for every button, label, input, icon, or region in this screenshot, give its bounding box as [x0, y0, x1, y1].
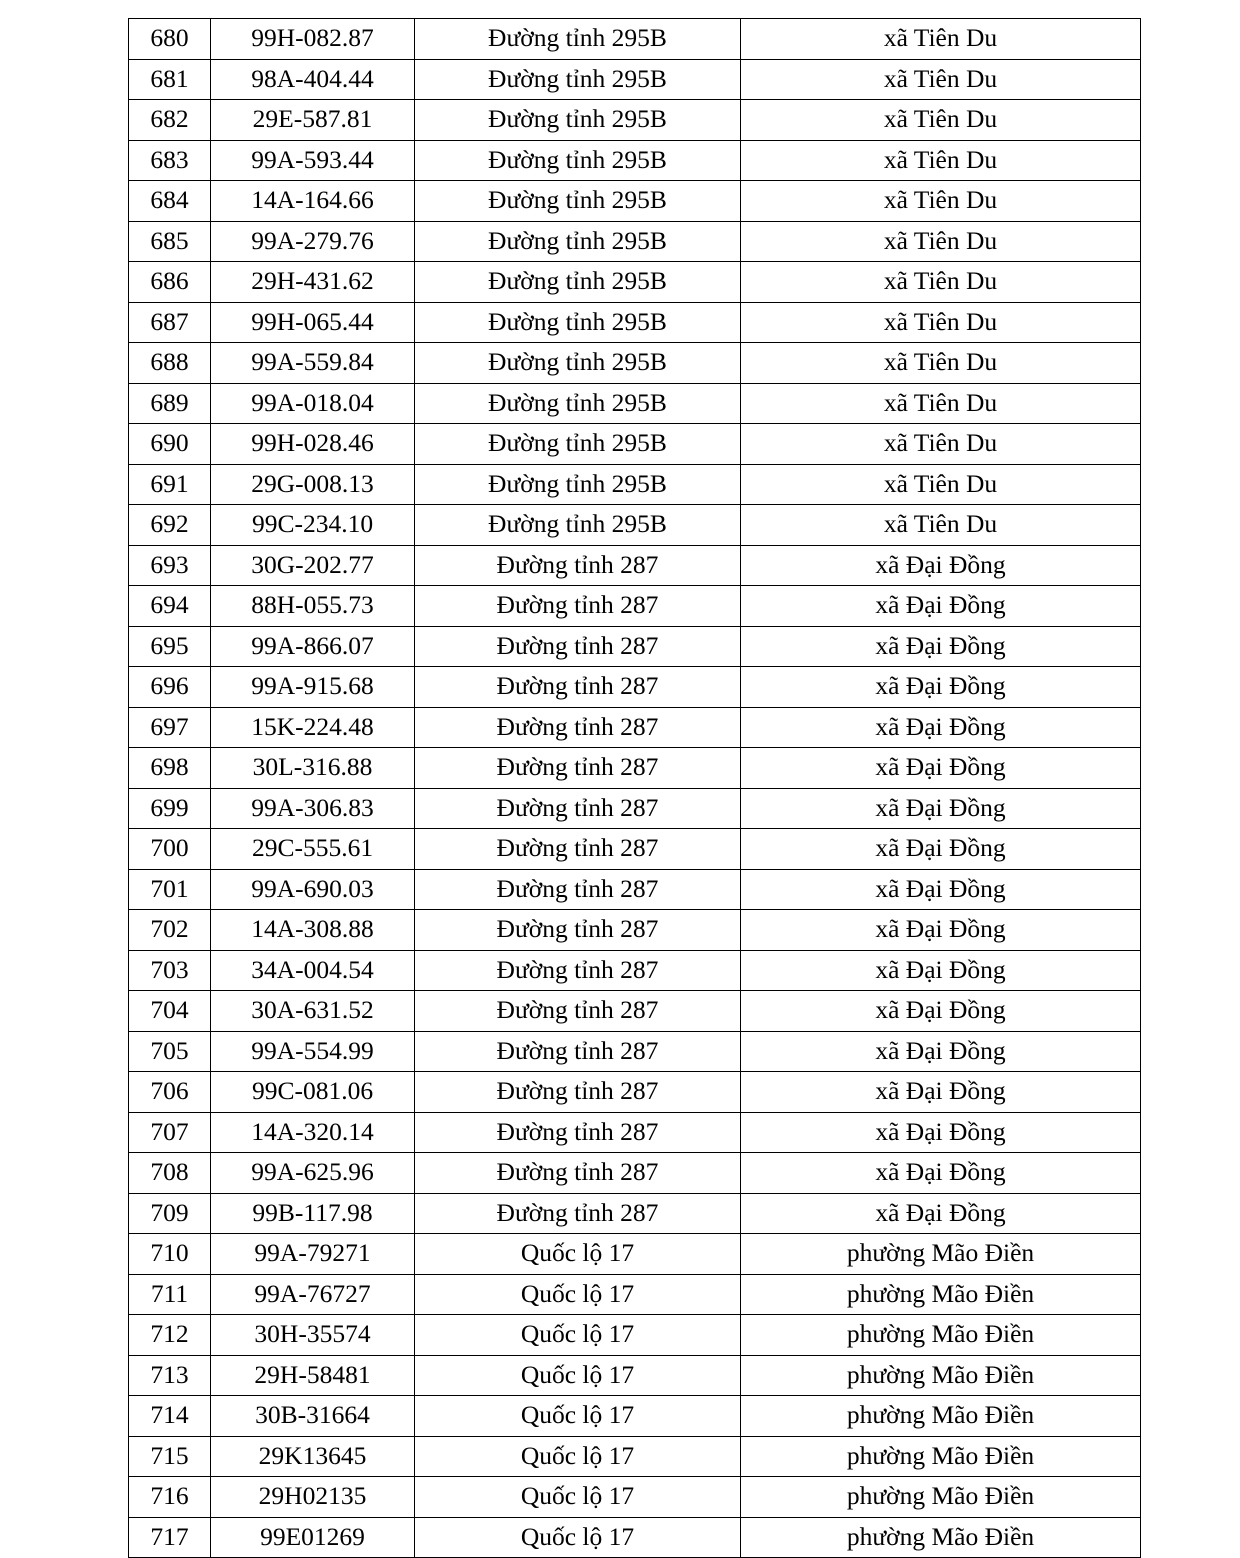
table-row	[129, 59, 1141, 100]
cell-plate: 29K13645	[211, 1436, 415, 1477]
cell-stt: 708	[129, 1153, 211, 1194]
table-row	[129, 991, 1141, 1032]
table-row	[129, 626, 1141, 667]
cell-road: Đường tỉnh 287	[415, 707, 741, 748]
cell-ward: xã Đại Đồng	[741, 1153, 1141, 1194]
cell-plate: 99A-593.44	[211, 140, 415, 181]
cell-ward: xã Tiên Du	[741, 464, 1141, 505]
cell-ward: xã Tiên Du	[741, 343, 1141, 384]
cell-road: Quốc lộ 17	[415, 1396, 741, 1437]
table-row	[129, 1153, 1141, 1194]
cell-stt: 687	[129, 302, 211, 343]
cell-road: Đường tỉnh 295B	[415, 140, 741, 181]
table-row	[129, 748, 1141, 789]
cell-road: Đường tỉnh 287	[415, 626, 741, 667]
cell-stt: 688	[129, 343, 211, 384]
cell-ward: xã Đại Đồng	[741, 991, 1141, 1032]
cell-stt: 685	[129, 221, 211, 262]
cell-plate: 99A-76727	[211, 1274, 415, 1315]
cell-plate: 14A-308.88	[211, 910, 415, 951]
cell-stt: 704	[129, 991, 211, 1032]
cell-ward: phường Mão Điền	[741, 1234, 1141, 1275]
table-row	[129, 1031, 1141, 1072]
cell-road: Đường tỉnh 287	[415, 910, 741, 951]
cell-plate: 29C-555.61	[211, 829, 415, 870]
cell-road: Quốc lộ 17	[415, 1477, 741, 1518]
cell-plate: 14A-320.14	[211, 1112, 415, 1153]
cell-ward: xã Đại Đồng	[741, 1031, 1141, 1072]
cell-road: Quốc lộ 17	[415, 1315, 741, 1356]
cell-plate: 29H02135	[211, 1477, 415, 1518]
cell-ward: xã Tiên Du	[741, 19, 1141, 60]
table-row	[129, 586, 1141, 627]
table-row	[129, 1517, 1141, 1558]
table-row	[129, 383, 1141, 424]
cell-stt: 712	[129, 1315, 211, 1356]
cell-plate: 99A-915.68	[211, 667, 415, 708]
cell-stt: 682	[129, 100, 211, 141]
table-body	[129, 19, 1141, 1558]
cell-ward: xã Tiên Du	[741, 424, 1141, 465]
cell-stt: 692	[129, 505, 211, 546]
cell-ward: phường Mão Điền	[741, 1274, 1141, 1315]
cell-plate: 99A-866.07	[211, 626, 415, 667]
cell-road: Đường tỉnh 295B	[415, 59, 741, 100]
cell-ward: phường Mão Điền	[741, 1396, 1141, 1437]
cell-road: Đường tỉnh 295B	[415, 19, 741, 60]
table-row	[129, 1315, 1141, 1356]
cell-ward: phường Mão Điền	[741, 1315, 1141, 1356]
cell-plate: 29E-587.81	[211, 100, 415, 141]
table-row	[129, 1193, 1141, 1234]
table-row	[129, 1234, 1141, 1275]
cell-plate: 99A-554.99	[211, 1031, 415, 1072]
cell-road: Đường tỉnh 295B	[415, 100, 741, 141]
cell-plate: 29H-431.62	[211, 262, 415, 303]
cell-plate: 99A-625.96	[211, 1153, 415, 1194]
table-row	[129, 181, 1141, 222]
cell-ward: xã Đại Đồng	[741, 950, 1141, 991]
table-row	[129, 343, 1141, 384]
cell-stt: 681	[129, 59, 211, 100]
cell-stt: 709	[129, 1193, 211, 1234]
cell-stt: 690	[129, 424, 211, 465]
cell-ward: xã Tiên Du	[741, 505, 1141, 546]
cell-stt: 683	[129, 140, 211, 181]
table-row	[129, 829, 1141, 870]
cell-ward: phường Mão Điền	[741, 1436, 1141, 1477]
cell-ward: xã Đại Đồng	[741, 869, 1141, 910]
cell-stt: 697	[129, 707, 211, 748]
cell-plate: 99B-117.98	[211, 1193, 415, 1234]
table-row	[129, 667, 1141, 708]
cell-road: Đường tỉnh 287	[415, 545, 741, 586]
cell-plate: 99C-081.06	[211, 1072, 415, 1113]
cell-plate: 99A-018.04	[211, 383, 415, 424]
cell-road: Đường tỉnh 295B	[415, 343, 741, 384]
cell-road: Đường tỉnh 295B	[415, 424, 741, 465]
cell-ward: xã Tiên Du	[741, 100, 1141, 141]
cell-ward: xã Đại Đồng	[741, 1072, 1141, 1113]
cell-ward: xã Đại Đồng	[741, 748, 1141, 789]
cell-stt: 696	[129, 667, 211, 708]
cell-ward: xã Đại Đồng	[741, 910, 1141, 951]
cell-plate: 29H-58481	[211, 1355, 415, 1396]
table-row	[129, 1112, 1141, 1153]
table-row	[129, 869, 1141, 910]
table-row	[129, 302, 1141, 343]
cell-road: Quốc lộ 17	[415, 1274, 741, 1315]
table-row	[129, 1477, 1141, 1518]
cell-ward: phường Mão Điền	[741, 1477, 1141, 1518]
cell-plate: 30L-316.88	[211, 748, 415, 789]
cell-ward: xã Tiên Du	[741, 262, 1141, 303]
cell-road: Đường tỉnh 295B	[415, 302, 741, 343]
table-row	[129, 950, 1141, 991]
table-row	[129, 1274, 1141, 1315]
cell-stt: 706	[129, 1072, 211, 1113]
cell-road: Đường tỉnh 287	[415, 788, 741, 829]
cell-stt: 693	[129, 545, 211, 586]
table-row	[129, 262, 1141, 303]
cell-stt: 695	[129, 626, 211, 667]
cell-stt: 705	[129, 1031, 211, 1072]
cell-plate: 30A-631.52	[211, 991, 415, 1032]
cell-road: Đường tỉnh 287	[415, 991, 741, 1032]
cell-stt: 689	[129, 383, 211, 424]
cell-plate: 99A-306.83	[211, 788, 415, 829]
cell-stt: 710	[129, 1234, 211, 1275]
cell-ward: xã Tiên Du	[741, 59, 1141, 100]
cell-plate: 30H-35574	[211, 1315, 415, 1356]
table-row	[129, 545, 1141, 586]
cell-plate: 98A-404.44	[211, 59, 415, 100]
cell-road: Đường tỉnh 287	[415, 586, 741, 627]
cell-ward: xã Đại Đồng	[741, 829, 1141, 870]
cell-road: Đường tỉnh 295B	[415, 262, 741, 303]
cell-stt: 694	[129, 586, 211, 627]
cell-stt: 714	[129, 1396, 211, 1437]
cell-stt: 684	[129, 181, 211, 222]
cell-stt: 711	[129, 1274, 211, 1315]
cell-road: Đường tỉnh 287	[415, 1031, 741, 1072]
cell-road: Đường tỉnh 295B	[415, 181, 741, 222]
cell-ward: xã Tiên Du	[741, 302, 1141, 343]
cell-road: Đường tỉnh 295B	[415, 383, 741, 424]
cell-road: Đường tỉnh 295B	[415, 221, 741, 262]
cell-stt: 715	[129, 1436, 211, 1477]
cell-stt: 701	[129, 869, 211, 910]
cell-road: Đường tỉnh 287	[415, 748, 741, 789]
table-row	[129, 19, 1141, 60]
cell-plate: 99H-028.46	[211, 424, 415, 465]
cell-road: Đường tỉnh 287	[415, 869, 741, 910]
cell-plate: 30G-202.77	[211, 545, 415, 586]
cell-stt: 713	[129, 1355, 211, 1396]
cell-plate: 88H-055.73	[211, 586, 415, 627]
cell-stt: 686	[129, 262, 211, 303]
cell-stt: 691	[129, 464, 211, 505]
cell-road: Đường tỉnh 287	[415, 667, 741, 708]
cell-plate: 30B-31664	[211, 1396, 415, 1437]
table-row	[129, 910, 1141, 951]
table-row	[129, 1072, 1141, 1113]
cell-road: Đường tỉnh 287	[415, 1112, 741, 1153]
table-row	[129, 1396, 1141, 1437]
cell-plate: 15K-224.48	[211, 707, 415, 748]
cell-ward: xã Đại Đồng	[741, 1193, 1141, 1234]
cell-ward: xã Đại Đồng	[741, 1112, 1141, 1153]
cell-plate: 99A-279.76	[211, 221, 415, 262]
cell-ward: xã Tiên Du	[741, 181, 1141, 222]
cell-road: Đường tỉnh 287	[415, 1153, 741, 1194]
cell-plate: 99A-690.03	[211, 869, 415, 910]
violation-plate-table	[128, 18, 1141, 1558]
cell-ward: phường Mão Điền	[741, 1355, 1141, 1396]
table-row	[129, 100, 1141, 141]
cell-plate: 99A-79271	[211, 1234, 415, 1275]
cell-road: Đường tỉnh 295B	[415, 464, 741, 505]
table-row	[129, 221, 1141, 262]
cell-plate: 29G-008.13	[211, 464, 415, 505]
cell-ward: xã Tiên Du	[741, 221, 1141, 262]
cell-road: Đường tỉnh 287	[415, 829, 741, 870]
cell-stt: 717	[129, 1517, 211, 1558]
cell-road: Đường tỉnh 295B	[415, 505, 741, 546]
cell-ward: xã Tiên Du	[741, 383, 1141, 424]
cell-plate: 99C-234.10	[211, 505, 415, 546]
cell-stt: 716	[129, 1477, 211, 1518]
table-row	[129, 1355, 1141, 1396]
table-row	[129, 505, 1141, 546]
cell-road: Đường tỉnh 287	[415, 950, 741, 991]
cell-plate: 99H-065.44	[211, 302, 415, 343]
cell-road: Quốc lộ 17	[415, 1234, 741, 1275]
cell-road: Đường tỉnh 287	[415, 1193, 741, 1234]
cell-ward: xã Đại Đồng	[741, 707, 1141, 748]
cell-plate: 34A-004.54	[211, 950, 415, 991]
cell-ward: xã Đại Đồng	[741, 586, 1141, 627]
cell-ward: xã Tiên Du	[741, 140, 1141, 181]
cell-road: Quốc lộ 17	[415, 1355, 741, 1396]
table-row	[129, 707, 1141, 748]
cell-ward: xã Đại Đồng	[741, 545, 1141, 586]
cell-ward: xã Đại Đồng	[741, 667, 1141, 708]
cell-stt: 680	[129, 19, 211, 60]
cell-stt: 707	[129, 1112, 211, 1153]
cell-plate: 99E01269	[211, 1517, 415, 1558]
table-row	[129, 1436, 1141, 1477]
cell-road: Quốc lộ 17	[415, 1436, 741, 1477]
cell-stt: 699	[129, 788, 211, 829]
cell-plate: 14A-164.66	[211, 181, 415, 222]
cell-plate: 99A-559.84	[211, 343, 415, 384]
table-row	[129, 140, 1141, 181]
cell-stt: 700	[129, 829, 211, 870]
cell-stt: 698	[129, 748, 211, 789]
cell-ward: phường Mão Điền	[741, 1517, 1141, 1558]
cell-road: Quốc lộ 17	[415, 1517, 741, 1558]
cell-plate: 99H-082.87	[211, 19, 415, 60]
cell-ward: xã Đại Đồng	[741, 626, 1141, 667]
table-row	[129, 424, 1141, 465]
cell-stt: 703	[129, 950, 211, 991]
cell-ward: xã Đại Đồng	[741, 788, 1141, 829]
cell-stt: 702	[129, 910, 211, 951]
table-row	[129, 788, 1141, 829]
cell-road: Đường tỉnh 287	[415, 1072, 741, 1113]
table-row	[129, 464, 1141, 505]
